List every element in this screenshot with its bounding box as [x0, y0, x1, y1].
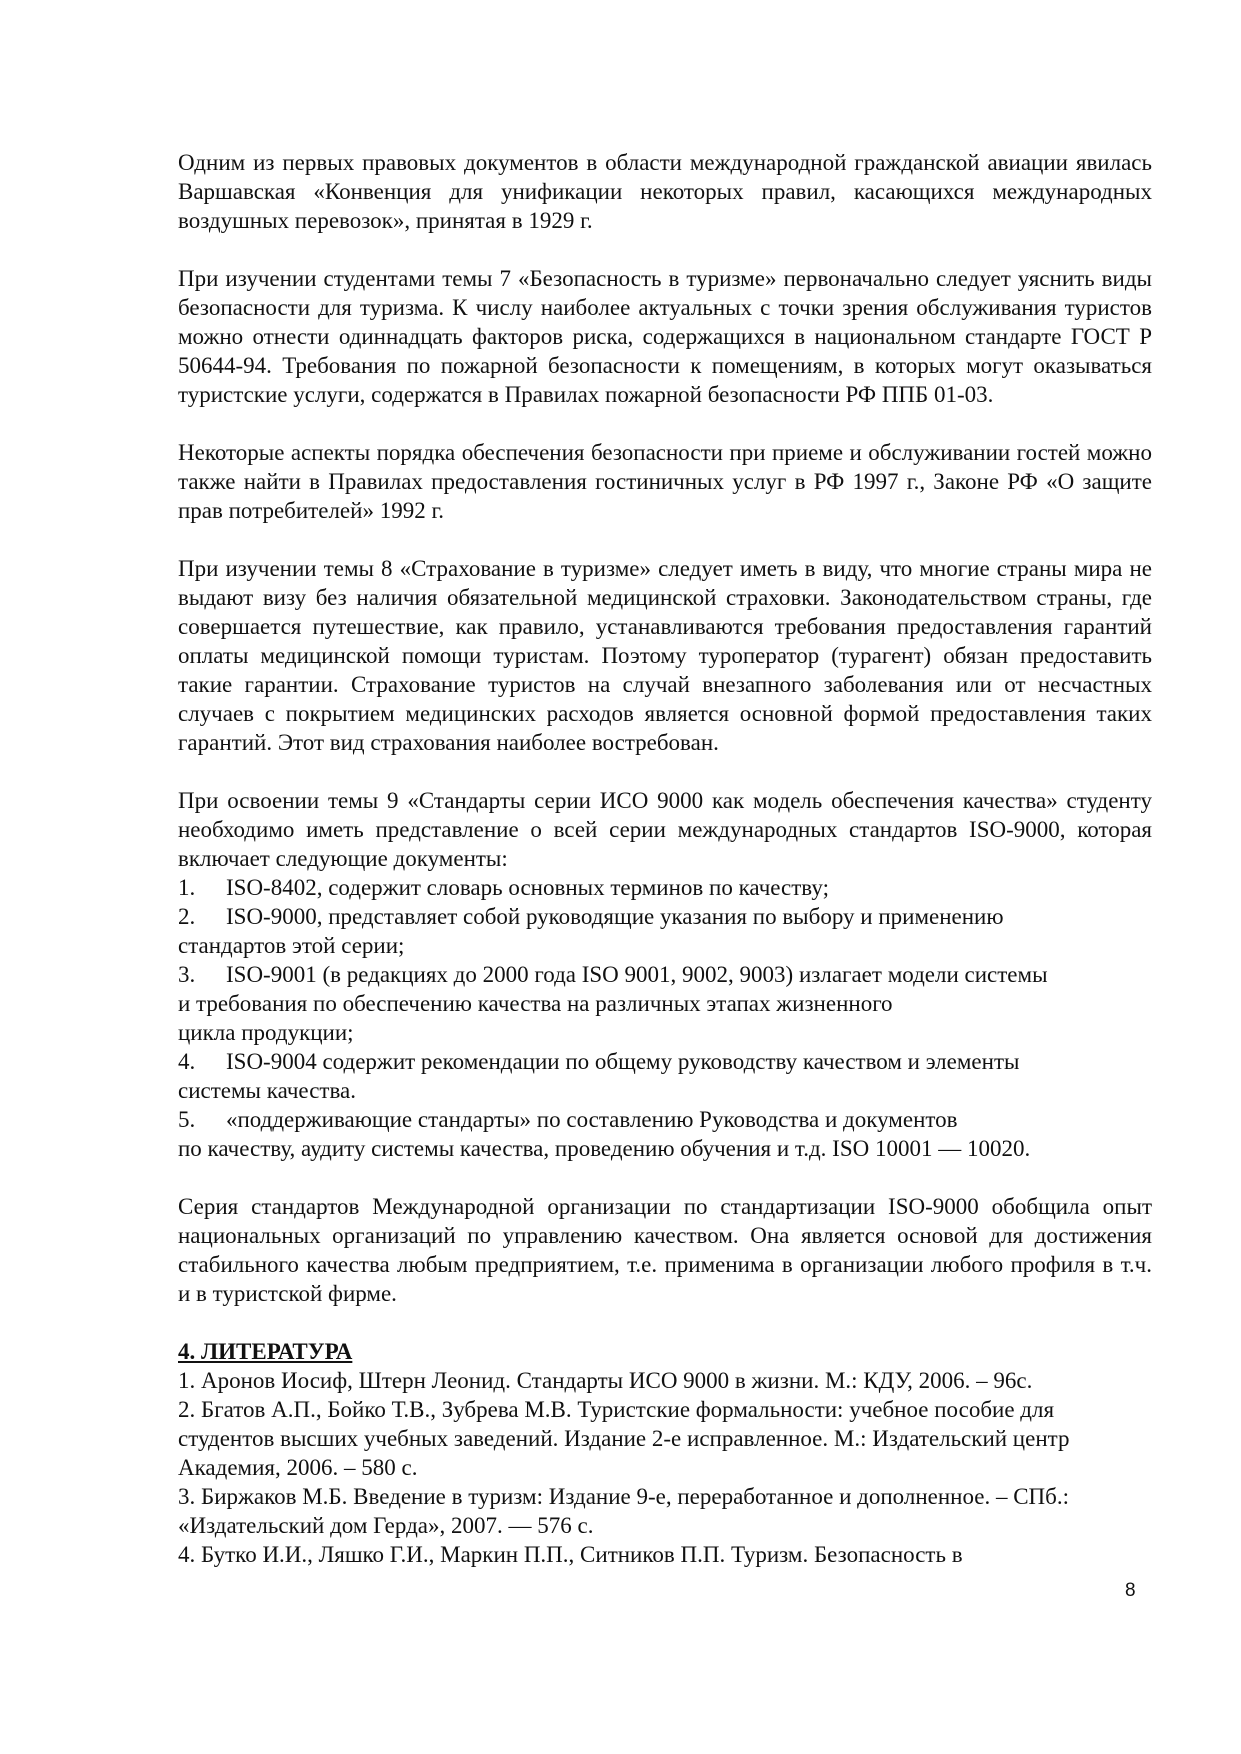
list-item-continuation: по качеству, аудиту системы качества, проведению обучения и т.д. ISO 10001 — 10020. — [178, 1136, 1031, 1161]
literature-item: 4. Бутко И.И., Ляшко Г.И., Маркин П.П., Ситников П.П. Туризм. Безопасность в — [178, 1542, 963, 1567]
page-content — [178, 148, 1152, 1569]
list-item-continuation: системы качества. — [178, 1078, 356, 1103]
list-item-text: «поддерживающие стандарты» по составлению Руководства и документов — [226, 1107, 958, 1132]
list-item-number: 3. — [178, 962, 196, 987]
list-item-text: ISO-9004 содержит рекомендации по общему руководству качеством и элементы — [226, 1049, 1020, 1074]
paragraph-safety-aspects: Некоторые аспекты порядка обеспечения безопасности при приеме и обслуживании гостей можно также найти в Правилах предоставления гостиничных услуг в РФ 1997 г., Законе РФ «О защите прав потребителей» 1992 г. — [178, 440, 1152, 523]
iso-standards-list — [178, 873, 1152, 1163]
list-item-number: 4. — [178, 1049, 196, 1074]
paragraph-topic-8-insurance: При изучении темы 8 «Страхование в туризме» следует иметь в виду, что многие страны мира не выдают визу без наличия обязательной медицинской страховки. Законодательством страны, где совершается путешествие, как правило, устанавливаются требования предоставления гарантий оплаты медицинской помощи туристам. Поэтому туроператор (турагент) обязан предоставить такие гарантии. Страхование туристов на случай внезапного заболевания или от несчастных случаев с покрытием медицинских расходов является основной формой предоставления таких гарантий. Этот вид страхования наиболее востребован. — [178, 556, 1152, 755]
literature-list — [178, 1366, 1152, 1569]
literature-item: 3. Биржаков М.Б. Введение в туризм: Издание 9-е, переработанное и дополненное. – СПб.: «Издательский дом Герда», 2007. — 576 с. — [178, 1484, 1069, 1538]
paragraph-topic-9-iso: При освоении темы 9 «Стандарты серии ИСО 9000 как модель обеспечения качества» студенту необходимо иметь представление о всей серии международных стандартов ISO-9000, которая включает следующие документы: — [178, 788, 1152, 871]
paragraph-iso-series-summary: Серия стандартов Международной организации по стандартизации ISO-9000 обобщила опыт национальных организаций по управлению качеством. Она является основой для достижения стабильного качества любым предприятием, т.е. применима в организации любого профиля в т.ч. и в туристской фирме. — [178, 1194, 1152, 1306]
list-item-number: 1. — [178, 875, 196, 900]
list-item-number: 5. — [178, 1107, 196, 1132]
list-item — [178, 1105, 1152, 1134]
paragraph-topic-7-safety: При изучении студентами темы 7 «Безопасность в туризме» первоначально следует уяснить виды безопасности для туризма. К числу наиболее актуальных с точки зрения обслуживания туристов можно отнести одиннадцать факторов риска, содержащихся в национальном стандарте ГОСТ Р 50644-94. Требования по пожарной безопасности к помещениям, в которых могут оказываться туристские услуги, содержатся в Правилах пожарной безопасности РФ ППБ 01-03. — [178, 266, 1152, 407]
list-item-continuation: стандартов этой серии; — [178, 933, 405, 958]
list-item-continuation: и требования по обеспечению качества на различных этапах жизненного цикла продукции; — [178, 991, 893, 1045]
list-item — [178, 873, 1152, 902]
list-item — [178, 902, 1152, 931]
list-item — [178, 960, 1152, 989]
list-item-number: 2. — [178, 904, 196, 929]
list-item — [178, 1047, 1152, 1076]
page-number: 8 — [1125, 1580, 1136, 1601]
literature-heading: 4. ЛИТЕРАТУРА — [178, 1339, 353, 1364]
paragraph-warsaw-convention: Одним из первых правовых документов в области международной гражданской авиации явилась Варшавская «Конвенция для унификации некоторых правил, касающихся международных воздушных перевозок», принятая в 1929 г. — [178, 150, 1152, 233]
list-item-text: ISO-9000, представляет собой руководящие указания по выбору и применению — [226, 904, 1004, 929]
literature-item: 1. Аронов Иосиф, Штерн Леонид. Стандарты ИСО 9000 в жизни. М.: КДУ, 2006. – 96с. — [178, 1368, 1033, 1393]
literature-item: 2. Бгатов А.П., Бойко Т.В., Зубрева М.В. Туристские формальности: учебное пособие для студентов высших учебных заведений. Издание 2-е исправленное. М.: Издательский центр Академия, 2006. – 580 с. — [178, 1397, 1070, 1480]
list-item-text: ISO-8402, содержит словарь основных терминов по качеству; — [226, 875, 829, 900]
list-item-text: ISO-9001 (в редакциях до 2000 года ISO 9001, 9002, 9003) излагает модели системы — [226, 962, 1048, 987]
